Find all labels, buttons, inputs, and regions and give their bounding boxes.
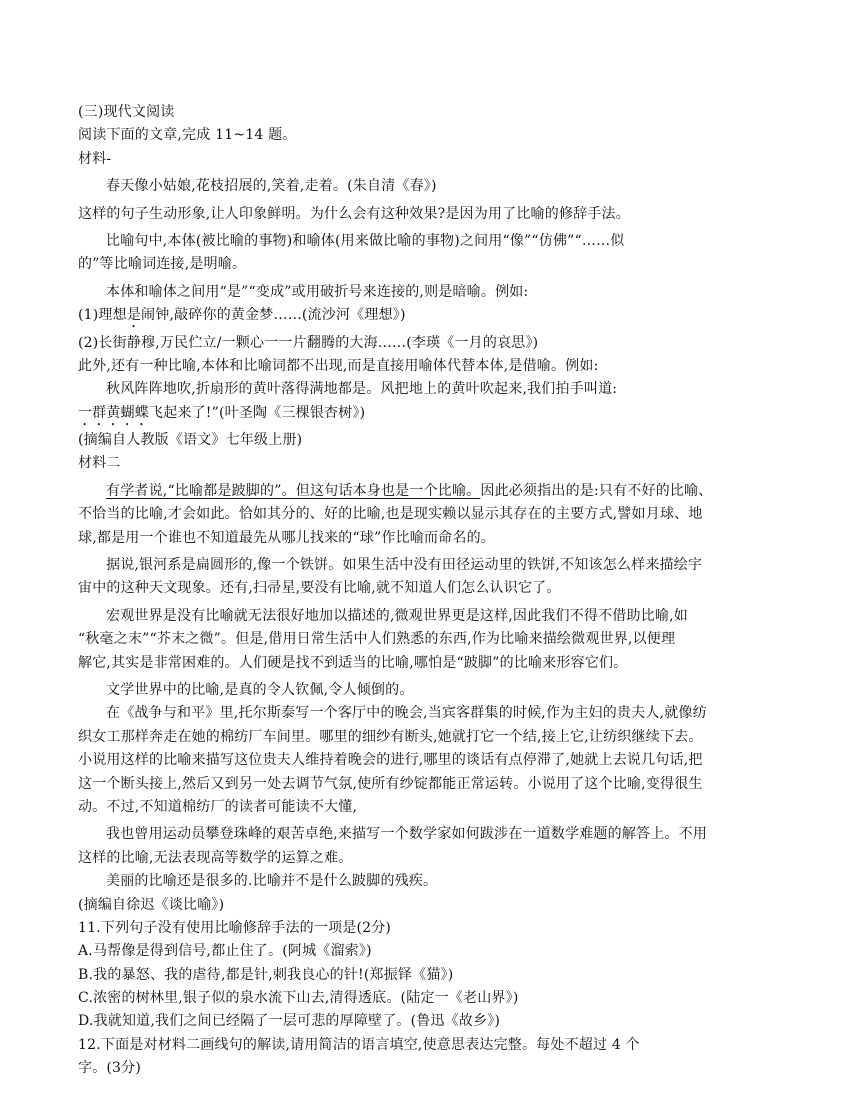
emphasis-text: 一群黄蝴蝶 [78,404,149,421]
m1-paragraph: 本体和喻体之间用“是”“变成”或用破折号来连接的,则是暗喻。例如: [106,283,529,300]
material1-label: 材料- [78,150,112,167]
text: 一颗心一一片翻腾的大海……(李瑛《一月的哀思》) [221,334,539,351]
m1-example-2 [78,332,798,355]
m2-source: (摘编自徐迟《谈比喻》) [78,896,225,913]
m1-paragraph [78,402,798,425]
text: 闹钟,敲碎你的黄金梦……(流沙河《理想》) [141,307,406,324]
m1-paragraph: 春天像小姑娘,花枝招展的,笑着,走着。(朱自清《春》) [106,178,437,195]
text: 因此必须指出的是:只有不好的比喻、 [480,482,713,499]
text: (2)长街静穆,万民伫立 [78,334,217,351]
m2-paragraph: 在《战争与和平》里,托尔斯泰写一个客厅中的晚会,当宾客群集的时候,作为主妇的贵夫人,就像纺 [106,705,707,722]
underlined-sentence: 有学者说,“比喻都是跛脚的”。但这句话本身也是一个比喻。 [106,482,481,499]
question-11-option-b: B.我的暴怒、我的虐待,都是针,刺我良心的针!(郑振铎《猫》) [78,966,454,983]
m2-paragraph: 据说,银河系是扁圆形的,像一个铁饼。如果生活中没有田径运动里的铁饼,不知该怎么样来描绘宇 [106,557,703,574]
question-11-stem: 11.下列句子没有使用比喻修辞手法的一项是(2分) [78,919,392,936]
exam-page [78,101,798,1081]
m2-paragraph: 文学世界中的比喻,是真的令人钦佩,令人倾倒的。 [106,681,414,698]
section-title: (三)现代文阅读 [78,104,175,120]
m2-paragraph: 宙中的这种天文现象。还有,扫帚星,要没有比喻,就不知道人们怎么认识它了。 [78,580,561,597]
text: / [216,334,222,351]
m2-paragraph: 小说用这样的比喻来描写这位贵夫人维持着晚会的进行,哪里的谈话有点停滞了,她就上去说几句话,把 [78,752,703,769]
instruction: 阅读下面的文章,完成 11~14 题。 [78,127,297,144]
question-12-stem: 12.下面是对材料二画线句的解读,请用简洁的语言填空,使意思表达完整。每处不超过 4 个 [78,1036,640,1053]
m2-paragraph: 宏观世界是没有比喻就无法很好地加以描述的,微观世界更是这样,因此我们不得不借助比喻,如 [106,607,688,624]
m2-paragraph: 美丽的比喻还是很多的.比喻并不是什么跛脚的残疾。 [106,873,438,890]
m2-paragraph: 动。不过,不知道棉纺厂的读者可能读不大懂, [78,798,358,815]
question-12-stem-cont: 字。(3分) [78,1060,142,1077]
m2-paragraph: 球,都是用一个谁也不知道最先从哪儿找来的“球”作比喻而命名的。 [78,529,495,546]
m1-example-1 [78,304,798,327]
m1-source: (摘编自人教版《语文》七年级上册) [78,432,303,449]
m2-paragraph: 解它,其实是非常困难的。人们硬是找不到适当的比喻,哪怕是“跛脚”的比喻来形容它们。 [78,654,628,671]
m2-paragraph: 我也曾用运动员攀登珠峰的艰苦卓绝,来描写一个数学家如何跋涉在一道数学难题的解答上。不用 [106,826,708,843]
m1-paragraph: 比喻句中,本体(被比喻的事物)和喻体(用来做比喻的事物)之间用“像”“仿佛”“……似 [106,232,625,249]
m2-paragraph: “秋毫之末”“芥末之微”。但是,借用日常生活中人们熟悉的东西,作为比喻来描绘微观世界,以便理 [78,631,676,648]
m2-paragraph: 不恰当的比喻,才会如此。恰如其分的、好的比喻,也是现实赖以显示其存在的主要方式,譬如月球、地 [78,506,703,523]
m1-paragraph: 这样的句子生动形象,让人印象鲜明。为什么会有这种效果?是因为用了比喻的修辞手法。 [78,205,630,222]
m2-paragraph: 这样的比喻,无法表现高等数学的运算之难。 [78,849,353,866]
question-11-option-d: D.我就知道,我们之间已经隔了一层可悲的厚障壁了。(鲁迅《故乡》) [78,1013,501,1030]
emphasis-text: 是 [126,307,142,324]
m1-paragraph: 的”等比喻词连接,是明喻。 [78,256,247,273]
question-11-option-c: C.浓密的树林里,银子似的泉水流下山去,清得透底。(陆定一《老山界》) [78,990,519,1007]
m2-paragraph: 这一个断头接上,然后又到另一处去调节气氛,使所有纱锭都能正常运转。小说用了这个比喻,变得很生 [78,775,703,792]
m1-paragraph: 此外,还有一种比喻,本体和比喻词都不出现,而是直接用喻体代替本体,是借喻。例如: [78,357,599,374]
m2-paragraph: 织女工那样奔走在她的棉纺厂车间里。哪里的细纱有断头,她就打它一个结,接上它,让纺织继续下去。 [78,728,703,745]
material2-label: 材料二 [78,455,121,472]
m1-paragraph: 秋风阵阵地吹,折扇形的黄叶落得满地都是。风把地上的黄叶吹起来,我们拍手叫道: [106,381,618,398]
text: (1)理想 [78,307,127,324]
question-11-option-a: A.马帮像是得到信号,都止住了。(阿城《溜索》) [78,943,372,960]
text: 飞起来了!”(叶圣陶《三棵银杏树》) [149,404,366,421]
m2-paragraph [78,480,798,503]
